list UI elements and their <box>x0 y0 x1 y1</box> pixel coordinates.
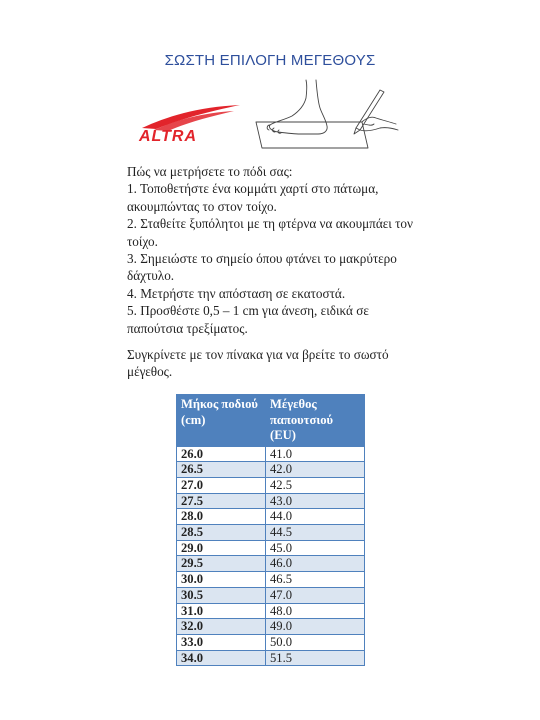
compare-text: Συγκρίνετε με τον πίνακα για να βρείτε το σωστό μέγεθος. <box>127 347 389 380</box>
instruction-step: 5. Προσθέστε 0,5 – 1 cm για άνεση, ειδικά σε παπούτσια τρεξίματος. <box>127 303 369 336</box>
foot-length-cell: 30.0 <box>177 572 266 588</box>
shoe-size-cell: 48.0 <box>266 603 365 619</box>
foot-length-cell: 33.0 <box>177 634 266 650</box>
table-row <box>177 572 365 588</box>
foot-length-cell: 34.0 <box>177 650 266 666</box>
table-row <box>177 509 365 525</box>
foot-length-cell: 28.5 <box>177 525 266 541</box>
shoe-size-cell: 49.0 <box>266 619 365 635</box>
shoe-size-cell: 47.0 <box>266 587 365 603</box>
foot-length-cell: 27.5 <box>177 493 266 509</box>
table-header-row <box>177 395 365 447</box>
foot-length-cell: 29.0 <box>177 540 266 556</box>
foot-measuring-icon <box>250 78 400 168</box>
table-row <box>177 462 365 478</box>
shoe-size-cell: 44.0 <box>266 509 365 525</box>
shoe-size-cell: 51.5 <box>266 650 365 666</box>
shoe-size-cell: 42.0 <box>266 462 365 478</box>
instruction-step: 2. Σταθείτε ξυπόλητοι με τη φτέρνα να ακουμπάει τον τοίχο. <box>127 216 413 249</box>
table-row <box>177 446 365 462</box>
foot-length-cell: 29.5 <box>177 556 266 572</box>
shoe-size-cell: 43.0 <box>266 493 365 509</box>
instruction-step: 4. Μετρήστε την απόσταση σε εκατοστά. <box>127 285 346 301</box>
shoe-size-cell: 46.0 <box>266 556 365 572</box>
instructions <box>127 163 427 337</box>
foot-length-cell: 32.0 <box>177 619 266 635</box>
header-shoe-size: Μέγεθος παπουτσιού (EU) <box>266 395 365 447</box>
table-row <box>177 587 365 603</box>
table-row <box>177 525 365 541</box>
table-row <box>177 540 365 556</box>
foot-length-cell: 28.0 <box>177 509 266 525</box>
altra-logo <box>136 103 242 143</box>
instructions-heading: Πώς να μετρήσετε το πόδι σας: <box>127 164 293 179</box>
shoe-size-cell: 44.5 <box>266 525 365 541</box>
shoe-size-cell: 50.0 <box>266 634 365 650</box>
table-row <box>177 634 365 650</box>
table-row <box>177 477 365 493</box>
logo-text: ALTRA <box>139 128 198 143</box>
foot-length-cell: 30.5 <box>177 587 266 603</box>
shoe-size-cell: 41.0 <box>266 446 365 462</box>
page-title: ΣΩΣΤΗ ΕΠΙΛΟΓΗ ΜΕΓΕΘΟΥΣ <box>164 52 376 69</box>
instruction-step: 3. Σημειώστε το σημείο όπου φτάνει το μακρύτερο δάχτυλο. <box>127 251 397 284</box>
table-row <box>177 619 365 635</box>
shoe-size-cell: 42.5 <box>266 477 365 493</box>
shoe-size-cell: 46.5 <box>266 572 365 588</box>
table-row <box>177 650 365 666</box>
table-row <box>177 493 365 509</box>
table-row <box>177 556 365 572</box>
foot-length-cell: 27.0 <box>177 477 266 493</box>
foot-length-cell: 26.0 <box>177 446 266 462</box>
size-table <box>176 394 365 666</box>
instruction-step: 1. Τοποθετήστε ένα κομμάτι χαρτί στο πάτωμα, ακουμπώντας το στον τοίχο. <box>127 181 379 214</box>
foot-length-cell: 26.5 <box>177 462 266 478</box>
table-row <box>177 603 365 619</box>
header-foot-length: Μήκος ποδιού (cm) <box>177 395 266 447</box>
shoe-size-cell: 45.0 <box>266 540 365 556</box>
foot-length-cell: 31.0 <box>177 603 266 619</box>
